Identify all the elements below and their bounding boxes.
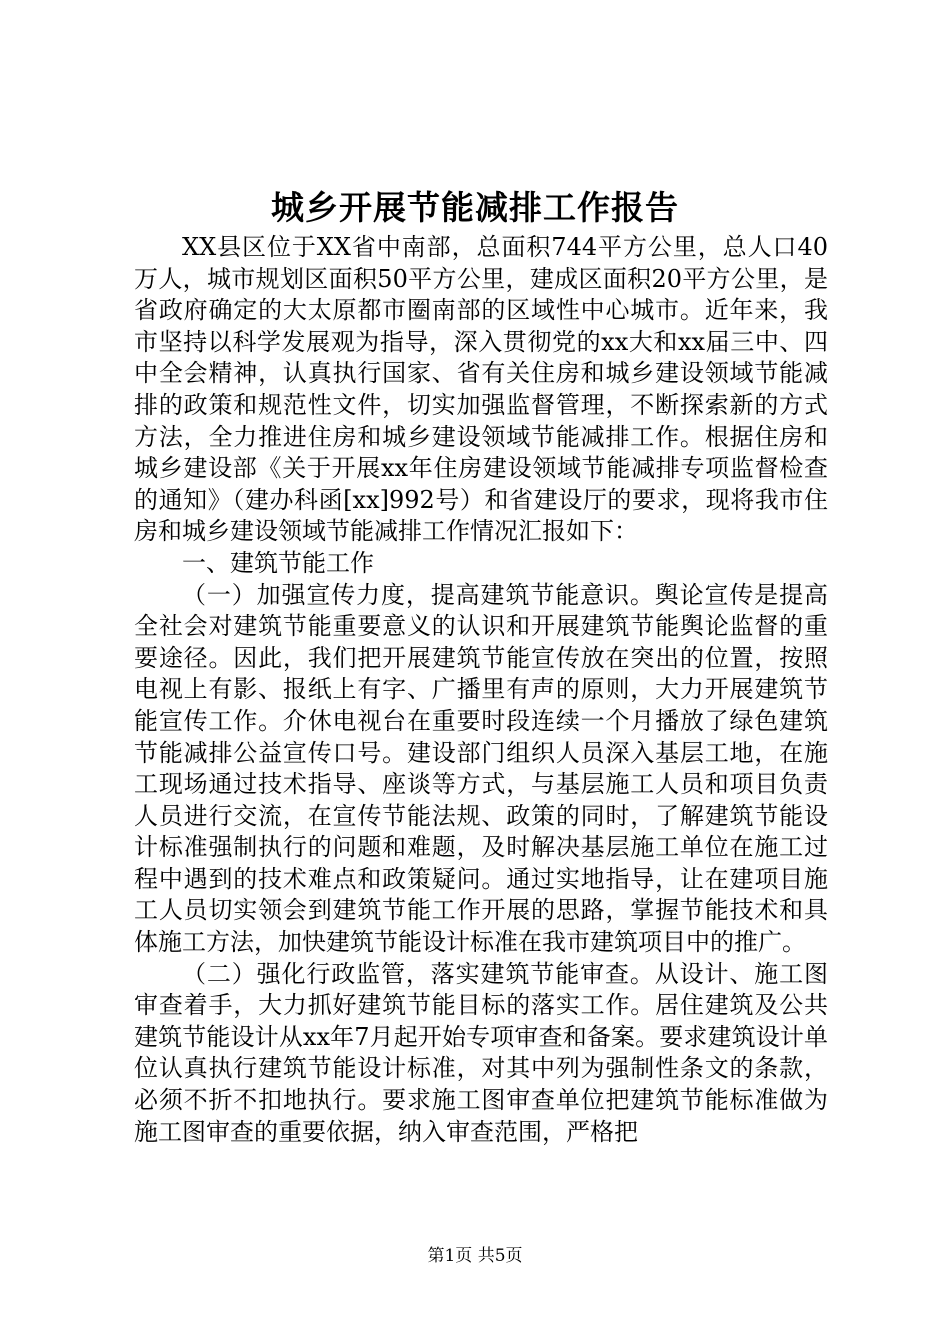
paragraph-supervision: （二）强化行政监管，落实建筑节能审查。从设计、施工图审查着手，大力抓好建筑节能目标的落实工作。居住建筑及公共建筑节能设计从xx年7月起开始专项审查和备案。要求建筑设计单位认真执行建筑节能设计标准，对其中列为强制性条文的条款，必须不折不扣地执行。要求施工图审查单位把建筑节能标准做为施工图审查的重要依据，纳入审查范围，严格把 <box>134 959 828 1146</box>
document-body <box>134 232 828 1148</box>
paragraph-publicity: （一）加强宣传力度，提高建筑节能意识。舆论宣传是提高全社会对建筑节能重要意义的认识和开展建筑节能舆论监督的重要途径。因此，我们把开展建筑节能宣传放在突出的位置，按照电视上有影、报纸上有字、广播里有声的原则，大力开展建筑节能宣传工作。介休电视台在重要时段连续一个月播放了绿色建筑节能减排公益宣传口号。建设部门组织人员深入基层工地，在施工现场通过技术指导、座谈等方式，与基层施工人员和项目负责人员进行交流，在宣传节能法规、政策的同时，了解建筑节能设计标准强制执行的问题和难题，及时解决基层施工单位在施工过程中遇到的技术难点和政策疑问。通过实地指导，让在建项目施工人员切实领会到建筑节能工作开展的思路，掌握节能技术和具体施工方法，加快建筑节能设计标准在我市建筑项目中的推广。 <box>134 580 828 957</box>
document-title: 城乡开展节能减排工作报告 <box>271 188 679 227</box>
page-number-footer: 第1页 共5页 <box>427 1246 523 1266</box>
intro-paragraph: XX县区位于XX省中南部，总面积744平方公里，总人口40万人，城市规划区面积50平方公里，建成区面积20平方公里，是省政府确定的大太原都市圈南部的区域性中心城市。近年来，我市坚持以科学发展观为指导，深入贯彻党的xx大和xx届三中、四中全会精神，认真执行国家、省有关住房和城乡建设领域节能减排的政策和规范性文件，切实加强监督管理，不断探索新的方式方法，全力推进住房和城乡建设领域节能减排工作。根据住房和城乡建设部《关于开展xx年住房建设领域节能减排专项监督检查的通知》（建办科函[xx]992号）和省建设厅的要求，现将我市住房和城乡建设领域节能减排工作情况汇报如下： <box>134 233 828 546</box>
section-heading-building-energy: 一、建筑节能工作 <box>182 548 374 577</box>
